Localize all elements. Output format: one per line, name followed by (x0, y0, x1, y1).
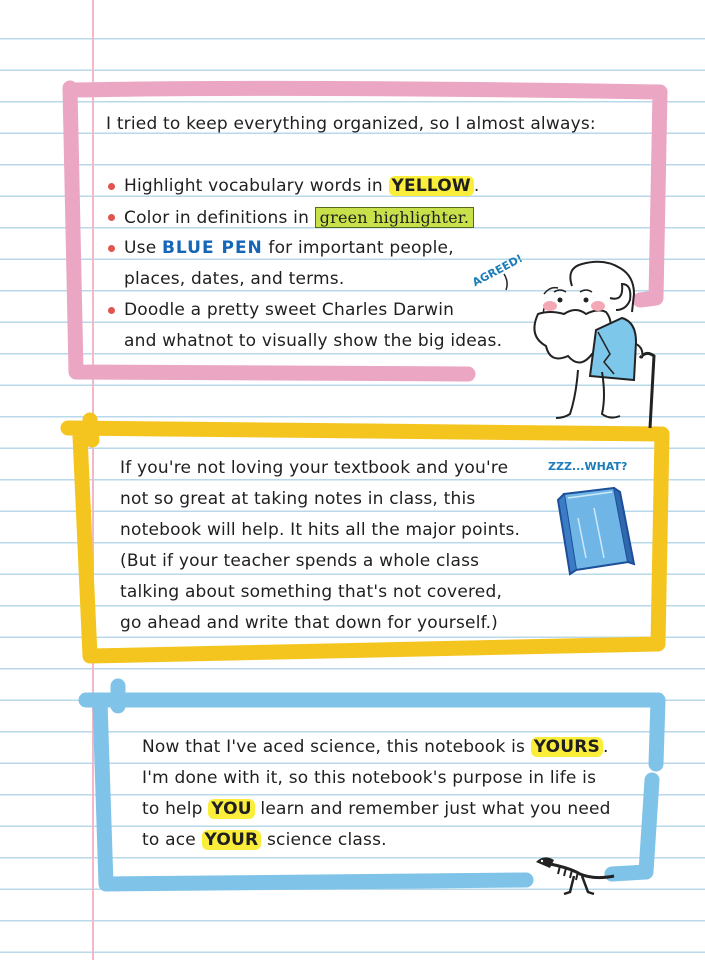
bullet-vocabulary (106, 171, 646, 202)
l3-pre: to help (142, 799, 209, 819)
yours-box (142, 732, 632, 856)
intro-line: I tried to keep everything organized, so I almost always: (106, 114, 596, 134)
b3-post: for important people, (262, 238, 454, 258)
l4-post: science class. (261, 830, 387, 850)
l3-post: learn and remember just what you need (254, 799, 611, 819)
bullet-definitions (106, 202, 646, 233)
blue-book-icon (548, 478, 638, 578)
textbook-line-6: go ahead and write that down for yourself.) (120, 613, 499, 633)
bullet-blue-pen-cont: places, dates, and terms. (124, 269, 345, 289)
textbook-line-4: (But if your teacher spends a whole class (120, 551, 480, 571)
textbook-line-2: not so great at taking notes in class, this (120, 489, 476, 509)
darwin-doodle-icon (500, 258, 670, 433)
b1-post: . (473, 176, 480, 196)
l4-pre: to ace (142, 830, 202, 850)
b3-pre: Use (124, 238, 162, 258)
textbook-line-1: If you're not loving your textbook and you're (120, 458, 509, 478)
bullet-doodle: Doodle a pretty sweet Charles Darwin (106, 295, 646, 326)
l1-post: . (603, 737, 609, 757)
textbook-box (120, 453, 540, 639)
yellow-highlight: YELLOW (389, 176, 474, 196)
b2-pre: Color in definitions in (124, 208, 315, 228)
bullet-doodle-cont: and whatnot to visually show the big ideas. (124, 331, 503, 351)
yours-line-2: I'm done with it, so this notebook's purpose in life is (142, 768, 597, 788)
you-highlight: YOU (208, 799, 255, 819)
dinosaur-skeleton-icon (530, 852, 620, 900)
l1-pre: Now that I've aced science, this notebook is (142, 737, 531, 757)
b1-pre: Highlight vocabulary words in (124, 176, 389, 196)
agreed-note: AGREED! (470, 251, 526, 290)
yours-line-1 (142, 732, 632, 763)
textbook-line-5: talking about something that's not covered, (120, 582, 503, 602)
blue-pen-text: BLUE PEN (161, 238, 263, 258)
textbook-line-3: notebook will help. It hits all the major points. (120, 520, 521, 540)
spacer-line (106, 140, 646, 171)
yours-highlight: YOURS (531, 737, 603, 757)
green-highlight: green highlighter. (315, 207, 474, 228)
your-highlight: YOUR (202, 830, 262, 850)
yours-line-3 (142, 794, 632, 825)
zzz-note: ZZZ...WHAT? (548, 460, 628, 473)
